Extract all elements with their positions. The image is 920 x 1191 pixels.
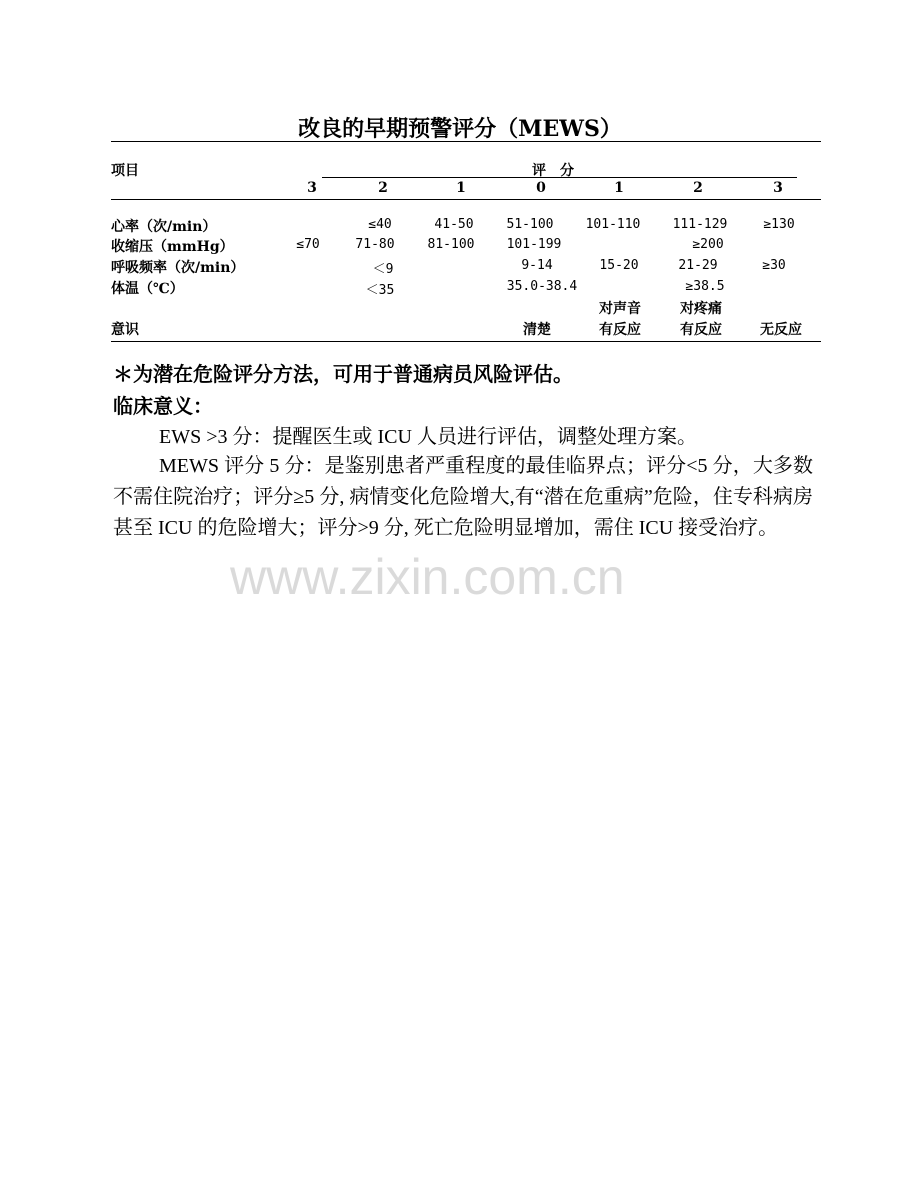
table-bottom-rule bbox=[111, 341, 821, 342]
row-label-heart-rate: 心率（次/min） bbox=[111, 219, 217, 235]
score-header-rule bbox=[322, 177, 797, 178]
consciousness-cell: 清楚 bbox=[523, 322, 551, 338]
row-label-systolic-bp: 收缩压（mmHg） bbox=[111, 239, 234, 255]
consciousness-line1: 对疼痛 bbox=[680, 301, 722, 317]
score-header: 评 分 bbox=[532, 163, 574, 179]
row-label-respiratory-rate: 呼吸频率（次/min） bbox=[111, 260, 245, 276]
score-col-0: 0 bbox=[536, 180, 546, 196]
heart-rate-cell: 111-129 bbox=[672, 217, 728, 232]
clinical-heading: 临床意义： bbox=[113, 394, 213, 418]
consciousness-cell: 有反应 bbox=[599, 322, 641, 338]
temperature-cell: ＜35 bbox=[365, 283, 395, 298]
row-label-temperature: 体温（℃） bbox=[111, 281, 184, 297]
systolic-bp-cell: ≥200 bbox=[692, 237, 724, 252]
respiratory-rate-cell: 15-20 bbox=[599, 258, 639, 273]
score-col-3-left: 3 bbox=[307, 180, 317, 196]
respiratory-rate-cell: ＜9 bbox=[372, 262, 394, 277]
score-col-3-right: 3 bbox=[773, 180, 783, 196]
heart-rate-cell: 51-100 bbox=[506, 217, 554, 232]
watermark: www.zixin.com.cn bbox=[230, 549, 625, 605]
heart-rate-cell: ≥130 bbox=[763, 217, 795, 232]
systolic-bp-cell: 71-80 bbox=[355, 237, 395, 252]
respiratory-rate-cell: 21-29 bbox=[678, 258, 718, 273]
systolic-bp-cell: ≤70 bbox=[296, 237, 320, 252]
score-col-2-right: 2 bbox=[693, 180, 703, 196]
respiratory-rate-cell: ≥30 bbox=[762, 258, 786, 273]
item-header: 项目 bbox=[111, 163, 139, 179]
consciousness-line1: 对声音 bbox=[599, 301, 641, 317]
score-col-1-right: 1 bbox=[614, 180, 624, 196]
systolic-bp-cell: 101-199 bbox=[506, 237, 562, 252]
row-label-consciousness: 意识 bbox=[111, 322, 139, 338]
temperature-cell: 35.0-38.4 bbox=[506, 279, 578, 294]
heart-rate-cell: 41-50 bbox=[434, 217, 474, 232]
systolic-bp-cell: 81-100 bbox=[427, 237, 475, 252]
paragraph-ews: EWS >3 分：提醒医生或 ICU 人员进行评估，调整处理方案。 bbox=[159, 426, 697, 448]
respiratory-rate-cell: 9-14 bbox=[521, 258, 553, 273]
score-col-1-left: 1 bbox=[456, 180, 466, 196]
header-bottom-rule bbox=[111, 199, 821, 200]
paragraph-mews: MEWS 评分 5 分：是鉴别患者严重程度的最佳临界点；评分<5 分，大多数不需住院治疗；评分≥5 分, 病情变化危险增大,有“潜在危重病”危险，住专科病房甚至 ICU 的危险增大；评分>9 分, 死亡危险明显增加，需住 ICU 接受治疗。 bbox=[113, 455, 813, 539]
consciousness-cell: 有反应 bbox=[680, 322, 722, 338]
note: ＊为潜在危险评分方法，可用于普通病员风险评估。 bbox=[113, 362, 573, 386]
heart-rate-cell: 101-110 bbox=[585, 217, 641, 232]
temperature-cell: ≥38.5 bbox=[685, 279, 725, 294]
heart-rate-cell: ≤40 bbox=[368, 217, 392, 232]
page-title: 改良的早期预警评分（MEWS） bbox=[298, 116, 622, 142]
table-top-rule bbox=[111, 141, 821, 142]
consciousness-cell: 无反应 bbox=[760, 322, 802, 338]
score-col-2-left: 2 bbox=[378, 180, 388, 196]
